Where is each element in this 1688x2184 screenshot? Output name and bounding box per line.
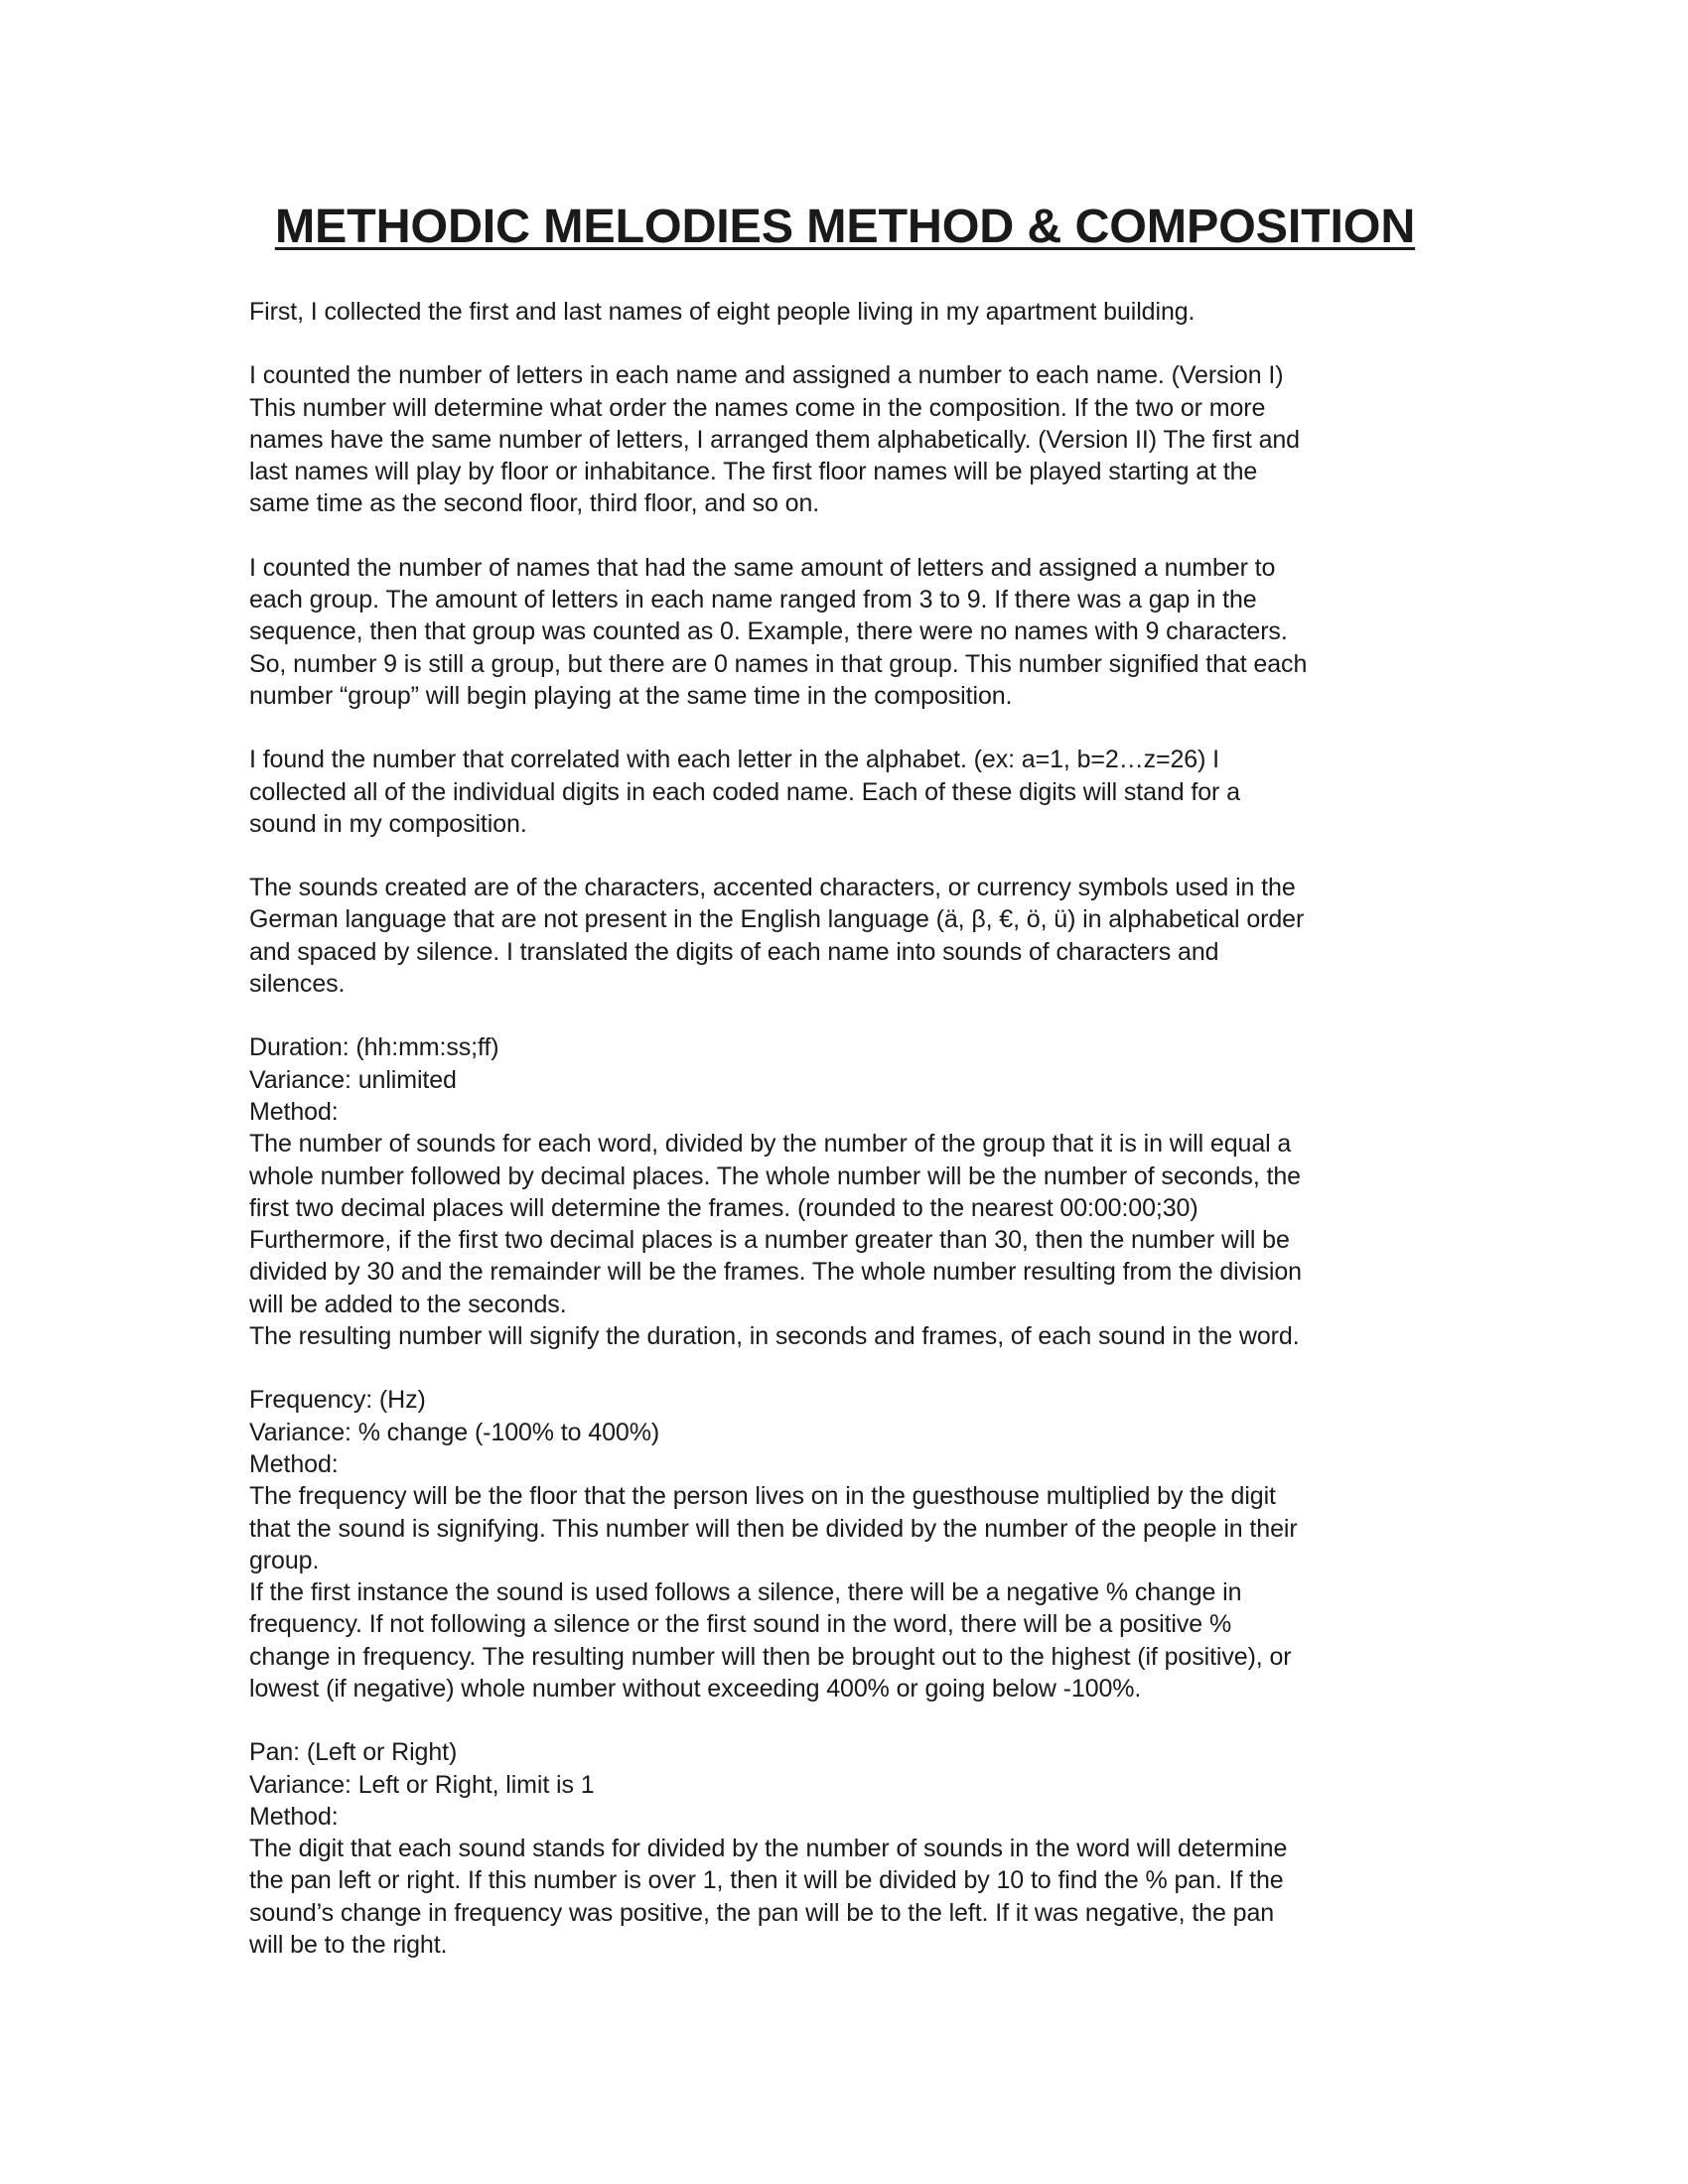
text-line: So, number 9 is still a group, but there are 0 names in that group. This number signified that each [249, 649, 1308, 678]
text-line: sequence, then that group was counted as 0. Example, there were no names with 9 characters. [249, 617, 1288, 646]
text-line: If the first instance the sound is used follows a silence, there will be a negative % change in [249, 1578, 1242, 1607]
text-line: last names will play by floor or inhabitance. The first floor names will be played starting at the [249, 458, 1258, 486]
paragraph [249, 872, 1441, 1000]
text-line: whole number followed by decimal places. The whole number will be the number of seconds, the [249, 1161, 1301, 1190]
text-line: sound’s change in frequency was positive, the pan will be to the left. If it was negative, the pan [249, 1898, 1275, 1927]
text-line: divided by 30 and the remainder will be the frames. The whole number resulting from the division [249, 1258, 1302, 1287]
text-line: Variance: unlimited [249, 1065, 457, 1094]
text-line: will be to the right. [249, 1931, 448, 1960]
paragraph [249, 1031, 1441, 1352]
paragraph [249, 1384, 1441, 1705]
text-line: The number of sounds for each word, divided by the number of the group that it is in will equal a [249, 1130, 1292, 1159]
text-line: names have the same number of letters, I arranged them alphabetically. (Version II) The first and [249, 425, 1300, 454]
text-line: group. [249, 1546, 320, 1574]
text-line: Pan: (Left or Right) [249, 1738, 458, 1767]
text-line: Method: [249, 1097, 339, 1126]
text-line: that the sound is signifying. This number will then be divided by the number of the people in their [249, 1514, 1298, 1543]
text-line: I found the number that correlated with each letter in the alphabet. (ex: a=1, b=2…z=26) I [249, 746, 1220, 774]
text-line: and spaced by silence. I translated the digits of each name into sounds of characters and [249, 937, 1219, 966]
text-line: I counted the number of letters in each name and assigned a number to each name. (Version I) [249, 361, 1284, 390]
text-line: First, I collected the first and last names of eight people living in my apartment building. [249, 298, 1196, 326]
text-line: I counted the number of names that had the same amount of letters and assigned a number to [249, 553, 1276, 582]
text-line: collected all of the individual digits in each coded name. Each of these digits will stand for a [249, 777, 1240, 806]
text-line: Frequency: (Hz) [249, 1386, 426, 1415]
text-line: Variance: Left or Right, limit is 1 [249, 1770, 595, 1799]
text-line: The digit that each sound stands for divided by the number of sounds in the word will determine [249, 1835, 1288, 1863]
paragraph [249, 552, 1441, 712]
text-line: Variance: % change (-100% to 400%) [249, 1418, 660, 1446]
text-line: change in frequency. The resulting number will then be brought out to the highest (if positive), or [249, 1642, 1292, 1671]
text-line: each group. The amount of letters in each name ranged from 3 to 9. If there was a gap in the [249, 586, 1257, 614]
document-title: METHODIC MELODIES METHOD & COMPOSITION [274, 200, 1416, 253]
text-line: first two decimal places will determine the frames. (rounded to the nearest 00:00:00;30) [249, 1193, 1198, 1222]
text-line: The resulting number will signify the duration, in seconds and frames, of each sound in the word. [249, 1322, 1300, 1351]
text-line: The frequency will be the floor that the person lives on in the guesthouse multiplied by the digit [249, 1482, 1276, 1511]
text-line: lowest (if negative) whole number without exceeding 400% or going below -100%. [249, 1674, 1142, 1703]
text-line: Furthermore, if the first two decimal places is a number greater than 30, then the number will be [249, 1226, 1290, 1255]
text-line: Method: [249, 1449, 339, 1478]
text-line: the pan left or right. If this number is over 1, then it will be divided by 10 to find the % pan. If the [249, 1866, 1284, 1895]
document-page [249, 199, 1441, 1992]
text-line: sound in my composition. [249, 809, 527, 838]
paragraph [249, 744, 1441, 840]
text-line: Duration: (hh:mm:ss;ff) [249, 1033, 499, 1062]
text-line: silences. [249, 970, 346, 999]
text-line: frequency. If not following a silence or the first sound in the word, there will be a positive % [249, 1610, 1232, 1639]
text-line: will be added to the seconds. [249, 1290, 567, 1318]
paragraph [249, 359, 1441, 519]
text-line: This number will determine what order the names come in the composition. If the two or more [249, 393, 1266, 422]
document-body [249, 296, 1441, 1961]
paragraph [249, 1736, 1441, 1961]
text-line: German language that are not present in the English language (ä, β, €, ö, ü) in alphabetical order [249, 905, 1305, 934]
text-line: number “group” will begin playing at the same time in the composition. [249, 681, 1013, 710]
text-line: same time as the second floor, third floor, and so on. [249, 489, 820, 518]
text-line: Method: [249, 1802, 339, 1831]
paragraph [249, 296, 1441, 328]
text-line: The sounds created are of the characters, accented characters, or currency symbols used in the [249, 874, 1296, 902]
